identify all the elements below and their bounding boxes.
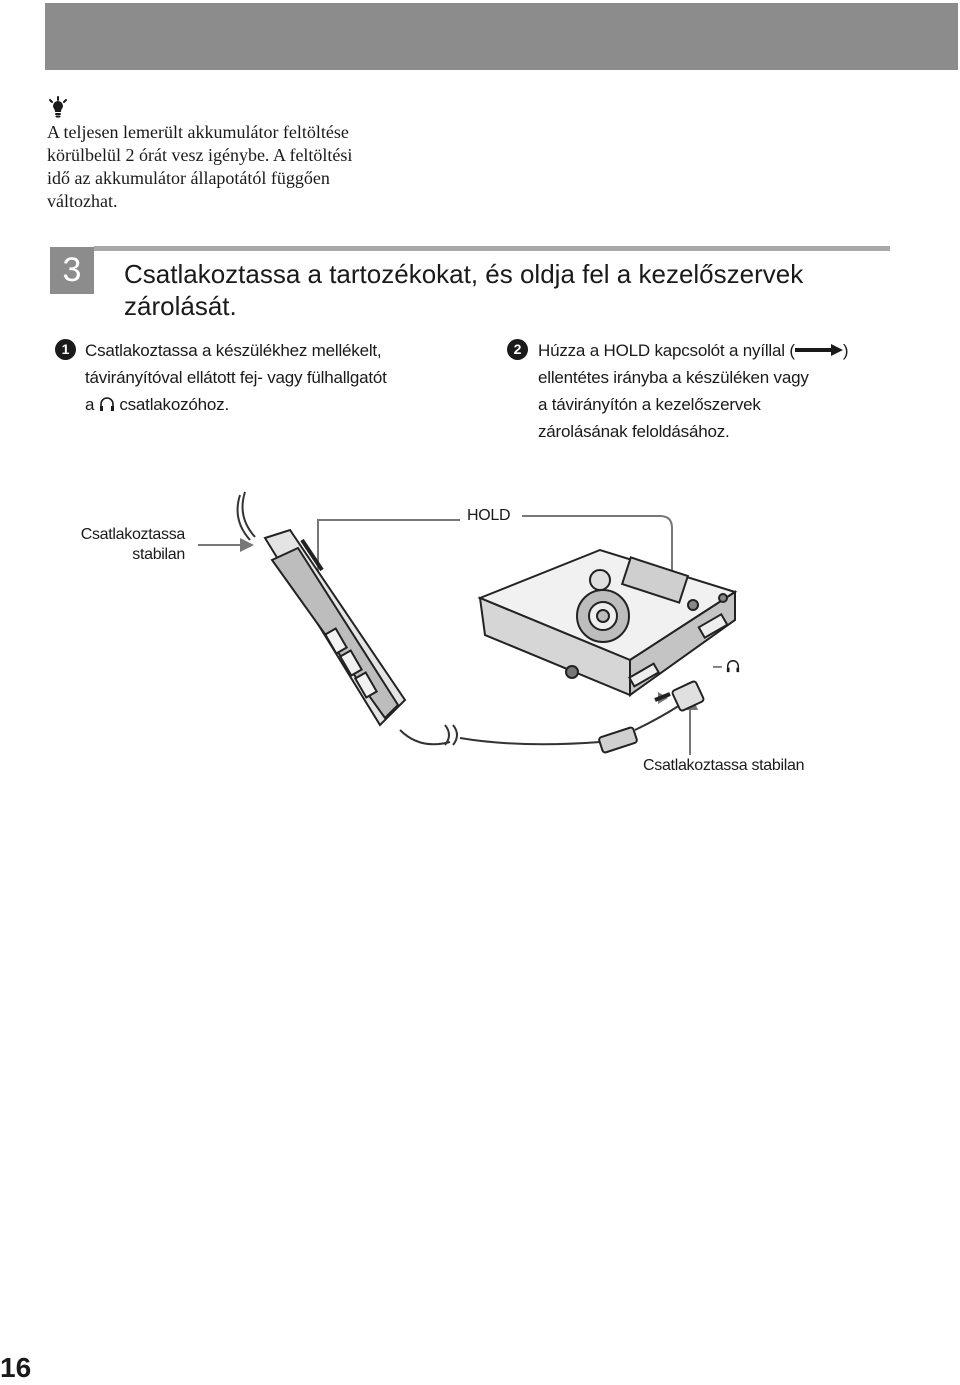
substep-2-line: ellentétes irányba a készüléken vagy [538, 368, 809, 387]
cable [243, 492, 255, 537]
header-bar [45, 3, 958, 70]
headphones-icon [726, 659, 740, 673]
substep-1-suffix: csatlakozóhoz. [119, 395, 229, 414]
arrow-right-icon [795, 343, 843, 357]
headphones-icon [99, 396, 115, 412]
substep-2-line: zárolásának feloldásához. [538, 422, 730, 441]
substep-2-suffix: ) [842, 341, 849, 360]
substep-2-number: 2 [507, 339, 528, 360]
lightbulb-icon [47, 96, 69, 118]
cable [635, 705, 680, 730]
jack-dash: – [713, 658, 722, 675]
step-number-badge: 3 [50, 247, 94, 294]
substep-2-text [538, 337, 938, 445]
cable [400, 730, 450, 744]
substep-1-number: 1 [55, 339, 76, 360]
page-number: 16 [0, 1352, 32, 1383]
substep-2-line: a távirányítón a kezelőszervek [538, 395, 761, 414]
substep-1-line: Csatlakoztassa a készülékhez mellékelt, [85, 341, 382, 360]
substep-2-prefix: Húzza a HOLD kapcsolót a nyíllal ( [538, 341, 795, 360]
callout-headphone-jack [713, 657, 740, 677]
cable [460, 738, 600, 744]
substep-1-prefix: a [85, 395, 95, 414]
substep-1-text [85, 337, 485, 418]
cable-clip [598, 727, 637, 753]
tip-text: A teljesen lemerült akkumulátor feltöltése körülbelül 2 órát vesz igénybe. A feltöltési idő az akkumulátor állapotától függően változhat. [47, 122, 353, 211]
callout-connect-bottom: Csatlakoztassa stabilan [643, 757, 805, 774]
callout-arrow [240, 538, 254, 552]
cable-break [445, 725, 457, 745]
headphone-plug [655, 681, 704, 712]
substep-1-line [85, 391, 485, 418]
substep-2-line [538, 337, 938, 364]
substep-1-line: távirányítóval ellátott fej- vagy fülhallgatót [85, 368, 387, 387]
callout-line: Csatlakoztassa [80, 526, 185, 543]
step-title: Csatlakoztassa a tartozékokat, és oldja fel a kezelőszervek zárolását. [124, 259, 804, 321]
callout-connect-left [72, 525, 185, 565]
remote-control [265, 530, 405, 725]
step-divider [94, 246, 890, 251]
callout-hold: HOLD [467, 507, 511, 524]
md-player [480, 550, 735, 695]
callout-line: stabilan [132, 546, 185, 563]
